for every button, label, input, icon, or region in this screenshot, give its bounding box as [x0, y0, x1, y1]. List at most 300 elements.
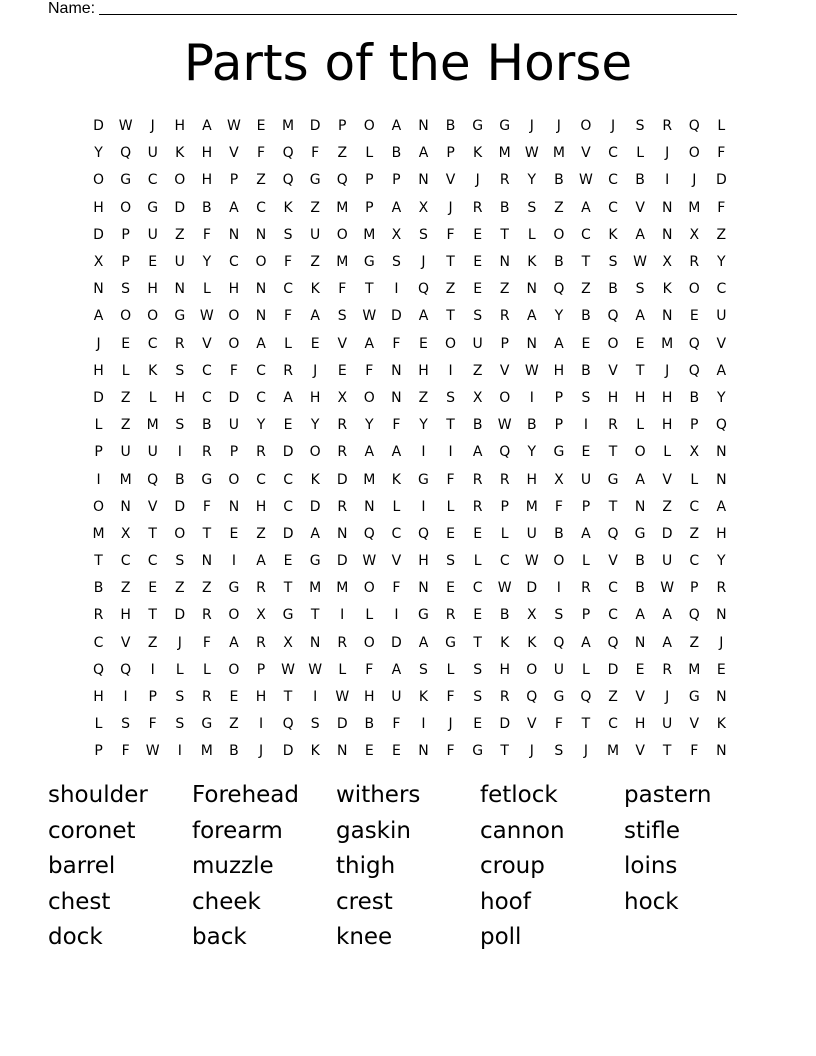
grid-letter: J	[529, 743, 534, 760]
grid-letter: S	[527, 199, 537, 216]
grid-letter: T	[446, 254, 455, 271]
grid-row	[85, 494, 735, 521]
grid-letter: R	[608, 417, 618, 434]
grid-letter: D	[228, 389, 240, 406]
grid-letter: K	[283, 199, 293, 216]
grid-letter: F	[446, 689, 455, 706]
grid-row	[85, 331, 735, 358]
grid-letter: Q	[93, 661, 105, 678]
grid-letter: L	[94, 417, 103, 434]
grid-letter: P	[446, 145, 455, 162]
grid-letter: Q	[282, 145, 294, 162]
grid-letter: O	[228, 471, 240, 488]
grid-letter: F	[554, 716, 563, 733]
grid-letter: E	[148, 580, 158, 597]
grid-letter: E	[419, 335, 428, 352]
grid-letter: K	[310, 743, 320, 760]
grid-letter: R	[581, 580, 591, 597]
grid-letter: Y	[554, 308, 564, 325]
grid-row	[85, 140, 735, 167]
grid-letter: S	[121, 281, 131, 298]
grid-letter: T	[310, 607, 320, 624]
grid-letter: Z	[716, 226, 727, 243]
grid-letter: I	[96, 471, 101, 488]
grid-letter: J	[96, 335, 101, 352]
grid-letter: I	[421, 498, 426, 515]
grid-row	[85, 738, 735, 765]
name-field	[48, 0, 737, 18]
grid-letter: O	[688, 281, 700, 298]
grid-letter: C	[283, 471, 293, 488]
grid-letter: N	[228, 498, 240, 515]
grid-row	[85, 466, 735, 493]
grid-letter: G	[607, 471, 619, 488]
grid-letter: U	[120, 444, 131, 461]
grid-letter: A	[662, 634, 672, 651]
grid-letter: L	[473, 553, 482, 570]
grid-letter: S	[473, 661, 483, 678]
grid-letter: R	[256, 580, 266, 597]
grid-letter: E	[635, 661, 645, 678]
grid-letter: G	[147, 199, 159, 216]
grid-letter: G	[201, 471, 213, 488]
grid-letter: C	[256, 471, 266, 488]
grid-letter: A	[229, 634, 239, 651]
grid-letter: J	[692, 172, 697, 189]
grid-letter: S	[635, 118, 645, 135]
grid-letter: E	[473, 254, 483, 271]
grid-letter: D	[499, 716, 511, 733]
grid-letter: C	[147, 172, 158, 189]
grid-row	[85, 303, 735, 330]
grid-letter: F	[284, 308, 293, 325]
grid-letter: Z	[147, 634, 158, 651]
word-bank-item: gaskin	[336, 817, 411, 844]
word-bank-item: cheek	[192, 888, 261, 915]
grid-letter: W	[227, 118, 241, 135]
grid-letter: G	[553, 689, 565, 706]
grid-letter: D	[93, 118, 104, 135]
grid-letter: S	[175, 417, 185, 434]
grid-letter: I	[177, 743, 182, 760]
grid-letter: F	[446, 743, 455, 760]
grid-row	[85, 195, 735, 222]
grid-letter: B	[635, 172, 645, 189]
grid-letter: O	[228, 607, 240, 624]
grid-letter: O	[174, 525, 186, 542]
grid-letter: K	[527, 634, 537, 651]
grid-letter: A	[527, 308, 537, 325]
grid-letter: A	[554, 335, 564, 352]
grid-letter: Z	[120, 417, 131, 434]
grid-letter: R	[445, 607, 456, 624]
grid-letter: H	[309, 389, 321, 406]
grid-letter: L	[582, 661, 590, 678]
grid-letter: T	[608, 498, 618, 515]
grid-letter: O	[174, 172, 186, 189]
grid-letter: T	[148, 607, 157, 624]
grid-letter: I	[421, 444, 426, 461]
grid-letter: W	[281, 661, 295, 678]
grid-letter: C	[120, 553, 131, 570]
grid-letter: A	[256, 335, 266, 352]
grid-letter: X	[337, 389, 348, 406]
grid-letter: B	[364, 716, 375, 733]
grid-letter: W	[199, 308, 214, 325]
word-bank-item: fetlock	[480, 782, 558, 808]
grid-letter: M	[309, 580, 322, 597]
grid-letter: P	[338, 118, 347, 135]
word-bank-item: chest	[48, 888, 111, 915]
grid-letter: R	[716, 580, 727, 597]
grid-letter: K	[473, 145, 483, 162]
grid-letter: S	[635, 281, 645, 298]
grid-letter: R	[472, 199, 483, 216]
grid-letter: D	[526, 580, 538, 597]
grid-row	[85, 602, 735, 629]
word-bank-item: muzzle	[192, 853, 274, 880]
grid-letter: Q	[553, 634, 565, 651]
grid-letter: J	[258, 743, 264, 760]
grid-letter: H	[418, 553, 429, 570]
grid-letter: P	[148, 689, 157, 706]
word-bank-item: barrel	[48, 853, 116, 880]
grid-letter: I	[448, 444, 453, 461]
grid-letter: P	[500, 498, 509, 515]
grid-letter: T	[635, 362, 645, 379]
grid-letter: B	[391, 145, 402, 162]
grid-letter: Y	[527, 172, 537, 189]
grid-letter: D	[174, 498, 186, 515]
grid-letter: N	[93, 281, 104, 298]
grid-letter: D	[391, 634, 402, 651]
grid-letter: I	[123, 689, 128, 706]
grid-letter: N	[418, 172, 429, 189]
grid-letter: G	[309, 553, 321, 570]
grid-letter: H	[661, 389, 673, 406]
grid-letter: R	[93, 607, 104, 624]
grid-letter: K	[310, 281, 320, 298]
grid-letter: K	[500, 634, 510, 651]
grid-letter: O	[526, 661, 538, 678]
word-bank-item: cannon	[480, 817, 565, 844]
grid-letter: C	[608, 716, 618, 733]
grid-letter: V	[229, 145, 239, 162]
name-label: Name:	[48, 0, 96, 17]
grid-letter: X	[472, 389, 483, 406]
grid-letter: G	[282, 607, 294, 624]
grid-row	[85, 167, 735, 194]
grid-letter: O	[93, 172, 105, 189]
letter-grid	[85, 113, 735, 766]
grid-letter: A	[391, 661, 402, 678]
grid-letter: A	[418, 145, 429, 162]
grid-row	[85, 657, 735, 684]
grid-letter: B	[554, 172, 564, 189]
grid-letter: N	[174, 281, 186, 298]
grid-letter: I	[583, 417, 589, 434]
word-bank-item: hoof	[480, 888, 531, 915]
grid-letter: E	[148, 254, 158, 271]
grid-letter: V	[147, 498, 158, 515]
grid-letter: N	[499, 254, 510, 271]
grid-letter: P	[121, 226, 130, 243]
grid-letter: A	[202, 118, 212, 135]
grid-letter: K	[418, 689, 429, 706]
grid-letter: V	[120, 634, 131, 651]
grid-letter: W	[633, 254, 648, 271]
grid-letter: H	[553, 362, 565, 379]
grid-letter: V	[608, 362, 618, 379]
grid-letter: V	[635, 199, 645, 216]
grid-letter: T	[446, 308, 455, 325]
grid-letter: U	[147, 145, 158, 162]
grid-letter: L	[527, 226, 536, 243]
grid-letter: X	[256, 607, 266, 624]
grid-letter: O	[309, 444, 321, 461]
grid-letter: A	[472, 444, 483, 461]
page-title: Parts of the Horse	[183, 34, 633, 92]
grid-letter: N	[337, 525, 348, 542]
grid-letter: Q	[282, 172, 294, 189]
word-bank-item: knee	[336, 924, 393, 951]
grid-letter: F	[690, 743, 699, 760]
grid-letter: V	[662, 471, 672, 488]
grid-letter: J	[583, 743, 589, 760]
grid-letter: E	[283, 553, 293, 570]
grid-letter: I	[231, 553, 236, 570]
grid-letter: L	[202, 281, 211, 298]
grid-letter: R	[337, 634, 348, 651]
grid-letter: J	[150, 118, 155, 135]
grid-letter: A	[364, 444, 375, 461]
grid-letter: W	[524, 553, 539, 570]
grid-letter: H	[174, 389, 186, 406]
grid-letter: Y	[717, 553, 726, 570]
grid-letter: L	[365, 145, 374, 162]
grid-letter: M	[552, 145, 565, 162]
grid-letter: Q	[715, 417, 727, 434]
grid-letter: H	[228, 281, 240, 298]
grid-letter: I	[421, 716, 426, 733]
grid-letter: I	[177, 444, 182, 461]
grid-letter: R	[662, 661, 673, 678]
grid-letter: F	[202, 634, 211, 651]
grid-letter: R	[201, 689, 212, 706]
grid-letter: P	[392, 172, 401, 189]
grid-letter: A	[662, 607, 672, 624]
word-bank-item: pastern	[624, 782, 712, 808]
grid-letter: G	[418, 607, 429, 624]
grid-letter: A	[391, 199, 402, 216]
grid-letter: F	[121, 743, 130, 760]
grid-letter: N	[337, 743, 348, 760]
grid-letter: C	[256, 199, 266, 216]
grid-letter: A	[93, 308, 104, 325]
grid-letter: F	[256, 145, 266, 162]
grid-letter: E	[473, 607, 483, 624]
grid-letter: M	[688, 199, 701, 216]
grid-letter: Z	[689, 634, 700, 651]
grid-letter: Z	[310, 254, 320, 271]
grid-letter: R	[472, 471, 483, 488]
grid-letter: N	[716, 471, 727, 488]
grid-letter: B	[581, 308, 591, 325]
grid-letter: H	[255, 498, 267, 515]
grid-letter: R	[256, 634, 266, 651]
grid-letter: K	[148, 362, 158, 379]
grid-letter: R	[662, 118, 673, 135]
grid-row	[85, 711, 735, 738]
grid-letter: T	[365, 281, 374, 298]
grid-letter: S	[175, 362, 185, 379]
grid-letter: Q	[147, 471, 159, 488]
grid-letter: U	[580, 471, 592, 488]
grid-letter: G	[634, 525, 646, 542]
grid-letter: X	[391, 226, 402, 243]
grid-letter: X	[526, 607, 537, 624]
grid-letter: L	[636, 417, 644, 434]
word-bank-item: withers	[336, 782, 421, 808]
grid-letter: D	[336, 471, 348, 488]
grid-row	[85, 222, 735, 249]
grid-letter: Q	[553, 281, 565, 298]
grid-letter: O	[255, 254, 267, 271]
grid-letter: A	[256, 553, 266, 570]
grid-letter: Q	[120, 145, 132, 162]
grid-letter: C	[608, 145, 618, 162]
grid-letter: N	[661, 308, 673, 325]
grid-letter: C	[229, 254, 239, 271]
grid-letter: H	[634, 716, 646, 733]
grid-letter: U	[553, 661, 564, 678]
grid-letter: G	[499, 118, 511, 135]
grid-letter: L	[365, 607, 374, 624]
grid-letter: T	[283, 580, 293, 597]
word-bank-item: hock	[624, 888, 679, 915]
grid-letter: I	[448, 362, 453, 379]
grid-letter: A	[635, 471, 645, 488]
grid-letter: H	[147, 281, 158, 298]
grid-letter: E	[310, 335, 320, 352]
grid-letter: M	[336, 580, 349, 597]
grid-letter: L	[690, 471, 699, 488]
grid-letter: Q	[607, 634, 619, 651]
grid-letter: P	[690, 417, 699, 434]
grid-letter: B	[526, 417, 537, 434]
grid-letter: Q	[580, 689, 592, 706]
grid-letter: J	[448, 199, 453, 216]
grid-letter: N	[661, 226, 673, 243]
grid-letter: L	[663, 444, 672, 461]
grid-letter: Q	[607, 525, 619, 542]
grid-letter: D	[607, 661, 619, 678]
grid-letter: R	[174, 335, 185, 352]
grid-letter: E	[473, 226, 483, 243]
grid-letter: A	[635, 607, 645, 624]
grid-letter: S	[337, 308, 347, 325]
grid-letter: P	[581, 498, 591, 515]
grid-letter: O	[445, 335, 457, 352]
grid-letter: N	[255, 308, 267, 325]
grid-letter: C	[147, 553, 158, 570]
grid-letter: P	[94, 444, 103, 461]
grid-letter: A	[581, 525, 591, 542]
grid-letter: Q	[282, 716, 294, 733]
grid-letter: S	[446, 553, 455, 570]
grid-letter: J	[475, 172, 480, 189]
grid-letter: G	[688, 689, 700, 706]
grid-row	[85, 684, 735, 711]
grid-letter: K	[391, 471, 401, 488]
grid-letter: V	[391, 553, 402, 570]
grid-row	[85, 630, 735, 657]
grid-letter: U	[391, 689, 402, 706]
grid-letter: E	[256, 118, 266, 135]
grid-letter: C	[283, 281, 293, 298]
grid-letter: S	[473, 689, 483, 706]
grid-letter: X	[93, 254, 104, 271]
grid-letter: H	[120, 607, 131, 624]
grid-letter: O	[634, 444, 646, 461]
grid-letter: Q	[688, 335, 700, 352]
grid-row	[85, 249, 735, 276]
grid-letter: M	[661, 335, 674, 352]
grid-letter: Z	[337, 145, 348, 162]
grid-letter: Z	[120, 580, 131, 597]
grid-letter: E	[364, 743, 374, 760]
grid-letter: R	[337, 417, 348, 434]
grid-letter: W	[524, 145, 539, 162]
grid-letter: Q	[526, 689, 538, 706]
grid-letter: B	[581, 362, 591, 379]
grid-letter: Z	[256, 525, 266, 542]
grid-letter: E	[229, 689, 239, 706]
grid-letter: M	[606, 743, 620, 760]
grid-letter: B	[93, 580, 104, 597]
grid-letter: V	[635, 743, 645, 760]
grid-letter: Z	[229, 716, 239, 733]
grid-letter: A	[283, 389, 293, 406]
grid-letter: E	[446, 525, 455, 542]
grid-letter: F	[365, 362, 374, 379]
grid-letter: B	[499, 199, 510, 216]
grid-letter: W	[335, 689, 350, 706]
grid-letter: Z	[310, 199, 320, 216]
grid-letter: O	[363, 389, 375, 406]
grid-letter: B	[445, 118, 456, 135]
grid-letter: L	[284, 335, 292, 352]
grid-letter: A	[635, 308, 645, 325]
grid-letter: F	[202, 226, 211, 243]
grid-letter: V	[635, 689, 645, 706]
grid-letter: E	[337, 362, 347, 379]
grid-letter: M	[525, 498, 538, 515]
grid-letter: B	[689, 389, 700, 406]
grid-letter: C	[608, 580, 618, 597]
grid-letter: U	[147, 226, 158, 243]
grid-letter: C	[689, 553, 700, 570]
grid-letter: A	[418, 308, 429, 325]
grid-letter: N	[716, 607, 727, 624]
grid-letter: E	[391, 743, 401, 760]
grid-letter: Y	[717, 254, 726, 271]
grid-letter: Z	[202, 580, 212, 597]
grid-letter: T	[283, 689, 293, 706]
grid-letter: Q	[336, 172, 348, 189]
grid-letter: D	[391, 308, 402, 325]
grid-letter: X	[418, 199, 429, 216]
